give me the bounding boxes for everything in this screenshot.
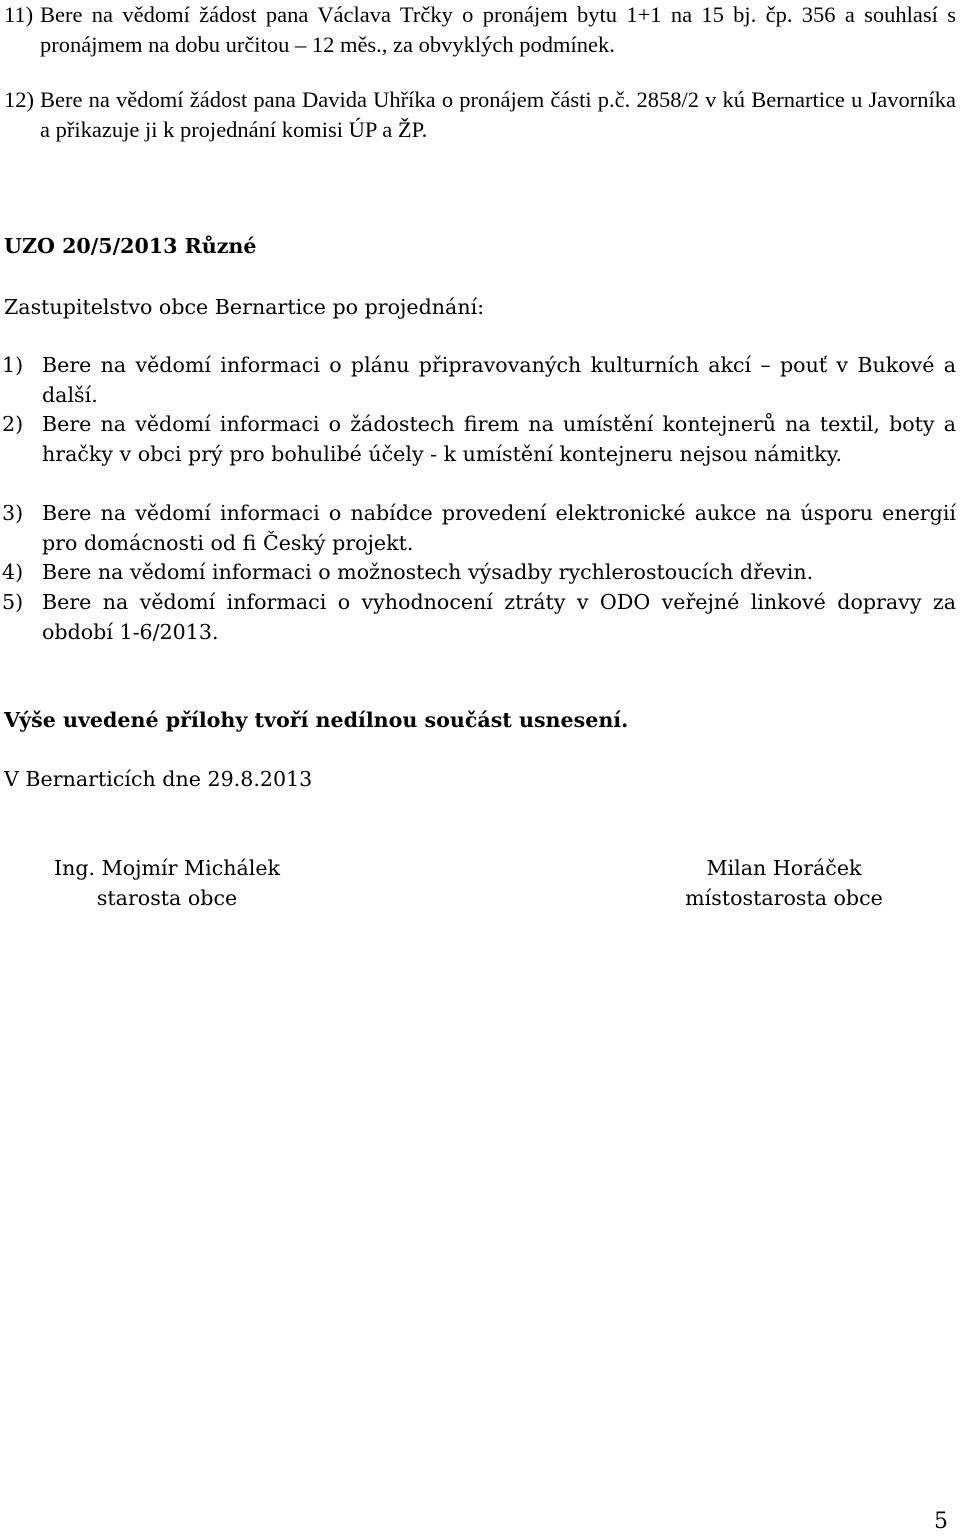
list-item: [4, 85, 956, 144]
item-text: Bere na vědomí informaci o vyhodnocení ztráty v ODO veřejné linkové dopravy za období 1-6/2013.: [42, 590, 956, 644]
signatory-role: místostarosta obce: [685, 885, 883, 910]
item-number: 3): [2, 501, 24, 525]
item-text: Bere na vědomí informaci o možnostech výsadby rychlerostoucích dřevin.: [42, 560, 814, 584]
signatory-name: Milan Horáček: [706, 856, 862, 880]
attachments-note: Výše uvedené přílohy tvoří nedílnou součást usnesení.: [4, 708, 629, 732]
list-item: [2, 558, 956, 588]
signatory-role: starosta obce: [96, 885, 238, 910]
item-number: 2): [2, 412, 24, 436]
list-item: [2, 410, 956, 469]
item-number: 11): [4, 2, 34, 27]
item-text: Bere na vědomí žádost pana Václava Trčky o pronájem bytu 1+1 na 15 bj. čp. 356 a souhlasí s pronájmem na dobu určitou – 12 měs., za obvyklých podmínek.: [40, 2, 956, 57]
item-text: Bere na vědomí informaci o žádostech firem na umístění kontejnerů na textil, boty a hračky v obci prý pro bohulibé účely - k umístění kontejneru nejsou námitky.: [42, 412, 956, 466]
item-text: Bere na vědomí žádost pana Davida Uhříka o pronájem části p.č. 2858/2 v kú Bernartice u Javorníka a přikazuje ji k projednání komisi ÚP a ŽP.: [40, 87, 956, 142]
section-heading: UZO 20/5/2013 Různé: [4, 234, 257, 258]
page-number: 5: [934, 1509, 948, 1534]
place-and-date: V Bernarticích dne 29.8.2013: [4, 767, 313, 791]
item-number: 12): [4, 87, 34, 112]
list-item: [2, 351, 956, 410]
item-number: 4): [2, 560, 24, 584]
list-item: [4, 0, 956, 59]
item-text: Bere na vědomí informaci o plánu připravovaných kulturních akcí – pouť v Bukové a další.: [42, 353, 956, 407]
item-number: 5): [2, 590, 24, 614]
item-number: 1): [2, 353, 24, 377]
section-intro: Zastupitelstvo obce Bernartice po projednání:: [4, 295, 485, 319]
signatory-name: Ing. Mojmír Michálek: [53, 856, 281, 880]
item-text: Bere na vědomí informaci o nabídce provedení elektronické aukce na úsporu energií pro domácnosti od fi Český projekt.: [42, 501, 956, 555]
list-item: [2, 588, 956, 647]
signature-block-deputy-mayor: [662, 854, 906, 913]
list-item: [2, 499, 956, 558]
signature-block-mayor: [36, 854, 298, 913]
